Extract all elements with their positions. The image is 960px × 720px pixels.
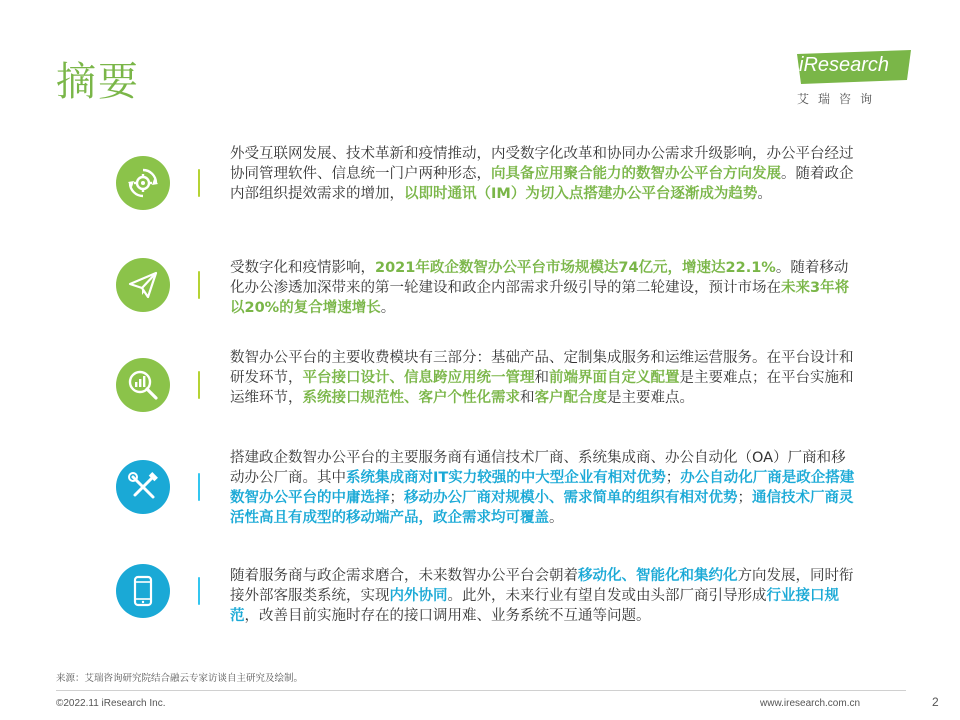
highlight-text: 2021年政企数智办公平台市场规模达74亿元，增速达22.1% bbox=[375, 260, 776, 276]
body-text: 方向发展，同时衔接外部客服类系统，实现 bbox=[230, 568, 854, 604]
body-text: ； bbox=[389, 490, 404, 506]
highlight-text: 通信技术厂商灵活性高且有成型的移动端产品，政企需求均可覆盖 bbox=[230, 490, 854, 526]
highlight-text: 前端界面自定义配置 bbox=[549, 370, 680, 386]
accent-bar bbox=[198, 473, 200, 501]
summary-text bbox=[230, 348, 860, 408]
body-text: 搭建政企数智办公平台的主要服务商有通信技术厂商、系统集成商、办公自动化（OA）厂商和移动办公厂商。其中 bbox=[230, 450, 846, 486]
highlight-text: 平台接口设计、信息跨应用统一管理 bbox=[302, 370, 535, 386]
highlight-text: 未来3年将以20%的复合增速增长 bbox=[230, 280, 850, 316]
highlight-text: 系统接口规范性、客户个性化需求 bbox=[302, 390, 520, 406]
chart-magnifier-icon bbox=[116, 358, 170, 412]
body-text: 随着服务商与政企需求磨合，未来数智办公平台会朝着 bbox=[230, 568, 578, 584]
body-text: 数智办公平台的主要收费模块有三部分：基础产品、定制集成服务和运维运营服务。在平台设计和研发环节， bbox=[230, 350, 854, 386]
website-link[interactable]: www.iresearch.com.cn bbox=[760, 698, 861, 709]
summary-text bbox=[230, 144, 860, 204]
body-text: 是主要难点；在平台实施和运维环节， bbox=[230, 370, 854, 406]
paper-plane-icon bbox=[116, 258, 170, 312]
highlight-text: 移动化、智能化和集约化 bbox=[578, 568, 738, 584]
logo-chinese-text: 艾瑞咨询 bbox=[797, 92, 882, 106]
highlight-text: 系统集成商对IT实力较强的中大型企业有相对优势 bbox=[346, 470, 666, 486]
source-note: 来源：艾瑞咨询研究院结合融云专家访谈自主研究及绘制。 bbox=[56, 673, 304, 684]
accent-bar bbox=[198, 371, 200, 399]
body-text: 和 bbox=[534, 370, 549, 386]
highlight-text: 客户配合度 bbox=[534, 390, 607, 406]
logo-brand-text: iResearch bbox=[799, 54, 890, 76]
highlight-text: 以即时通讯（IM）为切入点搭建办公平台逐渐成为趋势 bbox=[404, 186, 758, 202]
highlight-text: 行业接口规范 bbox=[230, 588, 839, 624]
body-text: ； bbox=[665, 470, 681, 486]
page-title: 摘要 bbox=[56, 59, 140, 105]
accent-bar bbox=[198, 577, 200, 605]
body-text: ； bbox=[737, 490, 752, 506]
body-text: 。随着移动化办公渗透加深带来的第一轮建设和政企内部需求升级引导的第二轮建设，预计市场在 bbox=[230, 260, 849, 296]
highlight-text: 办公自动化厂商是政企搭建数智办公平台的中庸选择 bbox=[230, 470, 855, 506]
copyright-text: ©2022.11 iResearch Inc. bbox=[56, 698, 166, 709]
highlight-text: 向具备应用聚合能力的数智办公平台方向发展 bbox=[491, 166, 781, 182]
body-text: 受数字化和疫情影响， bbox=[230, 260, 375, 276]
summary-text bbox=[230, 566, 860, 626]
tools-icon bbox=[116, 460, 170, 514]
highlight-text: 内外协同 bbox=[389, 588, 448, 604]
body-text: 外受互联网发展、技术革新和疫情推动，内受数字化改革和协同办公需求升级影响，办公平台经过协同管理软件、信息统一门户两种形态， bbox=[230, 146, 854, 182]
highlight-text: 移动办公厂商对规模小、需求简单的组织有相对优势 bbox=[404, 490, 738, 506]
summary-text bbox=[230, 258, 860, 318]
accent-bar bbox=[198, 271, 200, 299]
iresearch-logo bbox=[795, 50, 915, 110]
gear-refresh-icon bbox=[116, 156, 170, 210]
summary-text bbox=[230, 448, 860, 528]
body-text: 。此外，未来行业有望自发或由头部厂商引导形成 bbox=[447, 588, 767, 604]
body-text: ，改善目前实施时存在的接口调用难、业务系统不互通等问题。 bbox=[244, 608, 651, 624]
body-text: 和 bbox=[520, 390, 535, 406]
body-text: 是主要难点。 bbox=[607, 390, 694, 406]
mobile-phone-icon bbox=[116, 564, 170, 618]
body-text: 。 bbox=[549, 510, 564, 526]
page-number: 2 bbox=[932, 695, 939, 709]
body-text: 。随着政企内部组织提效需求的增加， bbox=[230, 166, 854, 202]
body-text: 。 bbox=[757, 186, 772, 202]
footer-divider bbox=[56, 690, 906, 691]
body-text: 。 bbox=[380, 300, 396, 316]
accent-bar bbox=[198, 169, 200, 197]
